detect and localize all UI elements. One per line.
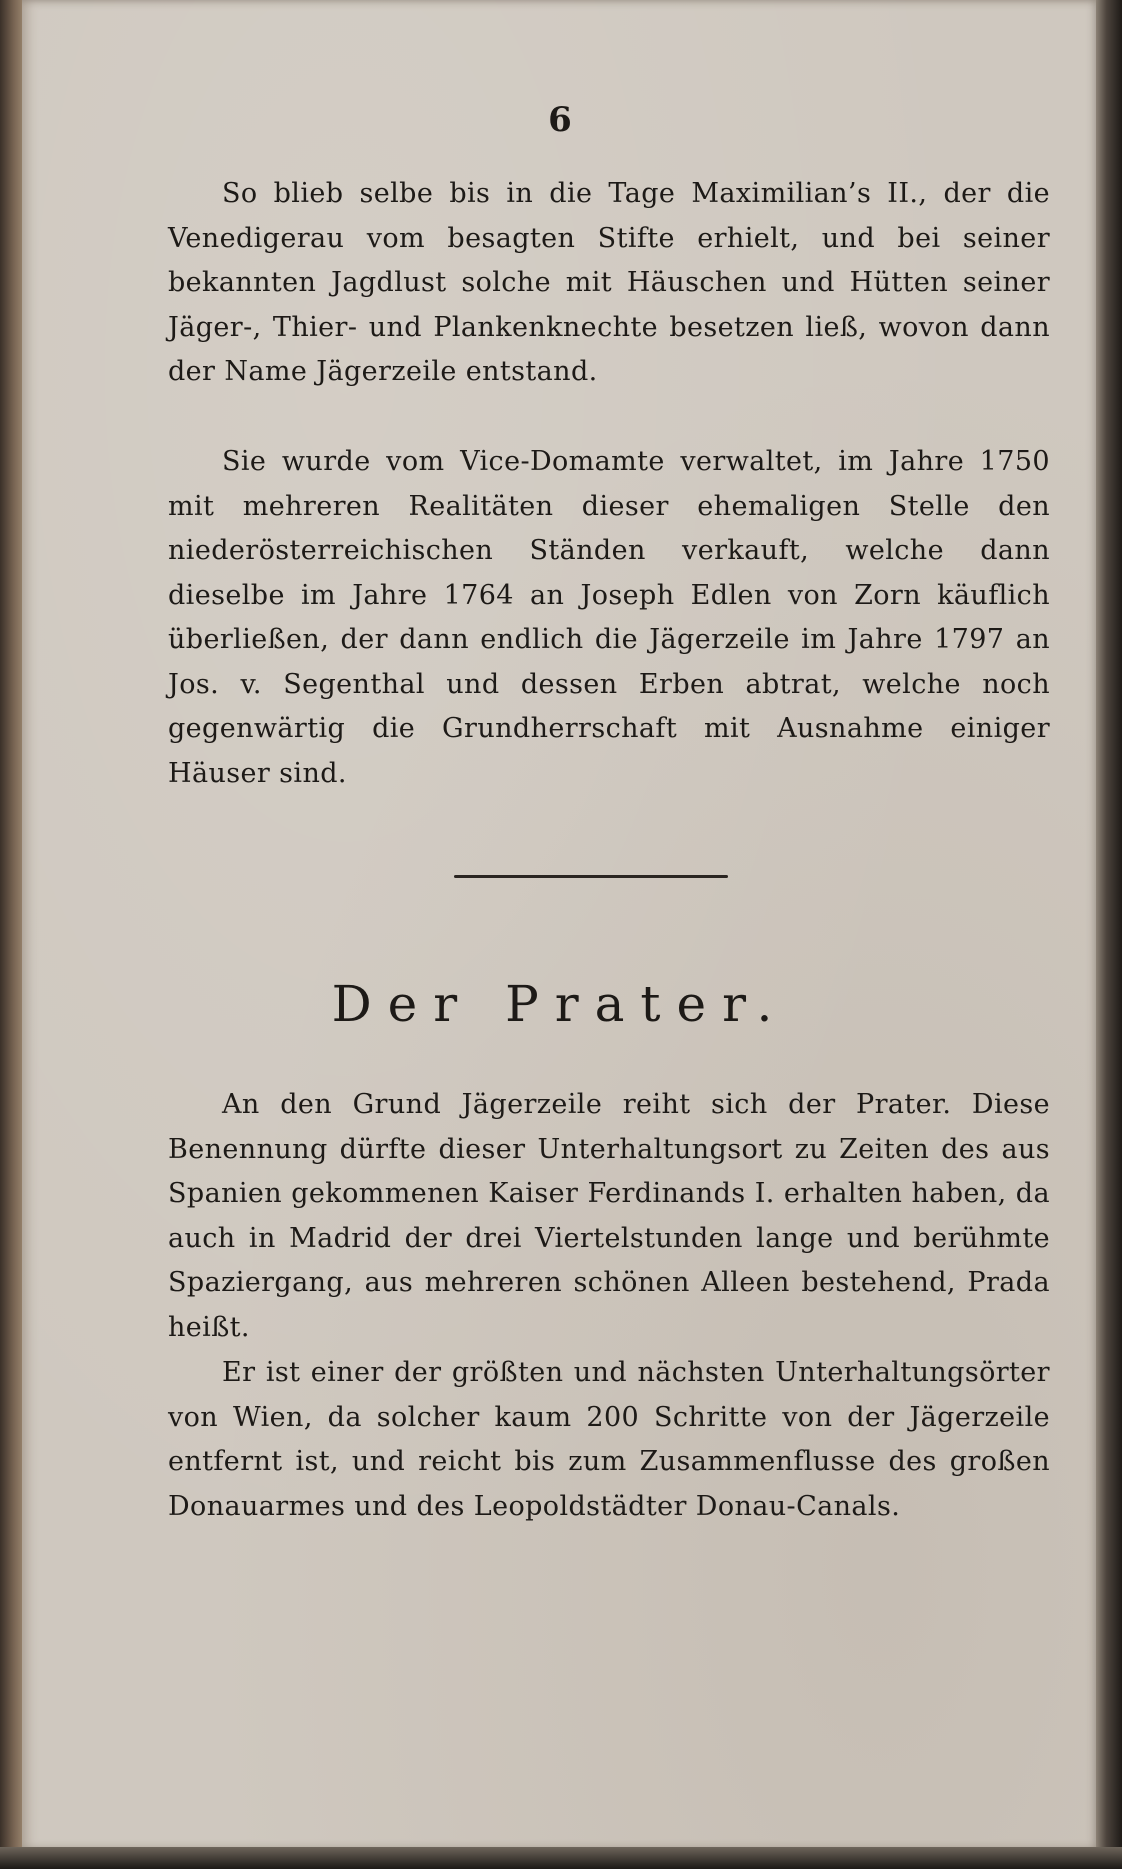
page-sheet bbox=[22, 0, 1098, 1850]
page-right-edge bbox=[1096, 0, 1122, 1869]
paragraph-prater-name: An den Grund Jägerzeile reiht sich der Prater. Diese Benennung dürfte dieser Unterhaltungsort zu Zeiten des aus Spanien gekommenen Kaiser Ferdinands I. erhalten haben, da auch in Madrid der drei Viertelstunden lange und berühmte Spaziergang, aus mehreren schönen Alleen bestehend, Prada heißt. bbox=[168, 1089, 1050, 1343]
section-heading-prater: Der Prater. bbox=[331, 975, 789, 1033]
paragraph-jaegerzeile-origin: So blieb selbe bis in die Tage Maximilian’s II., der die Venedigerau vom besagten Stifte erhielt, und bei seiner bekannten Jagdlust solche mit Häuschen und Hütten seiner Jäger-, Thier- und Plankenknechte besetzen ließ, wovon dann der Name Jägerzeile entstand. bbox=[168, 178, 1050, 387]
paragraph-prater-location: Er ist einer der größten und nächsten Unterhaltungsörter von Wien, da solcher kaum 200 Schritte von der Jägerzeile entfernt ist, und reicht bis zum Zusammenflusse des großen Donauarmes und des Leopoldstädter Donau-Canals. bbox=[168, 1357, 1050, 1522]
paragraph-jaegerzeile-history: Sie wurde vom Vice-Domamte verwaltet, im Jahre 1750 mit mehreren Realitäten dieser ehemaligen Stelle den niederösterreichischen Ständen verkauft, welche dann dieselbe im Jahre 1764 an Joseph Edlen von Zorn käuflich überließen, der dann endlich die Jägerzeile im Jahre 1797 an Jos. v. Segenthal und dessen Erben abtrat, welche noch gegenwärtig die Grundherrschaft mit Ausnahme einiger Häuser sind. bbox=[168, 446, 1050, 789]
page-number: 6 bbox=[548, 100, 572, 140]
section-divider bbox=[454, 875, 728, 878]
page-bottom-edge bbox=[0, 1847, 1122, 1869]
